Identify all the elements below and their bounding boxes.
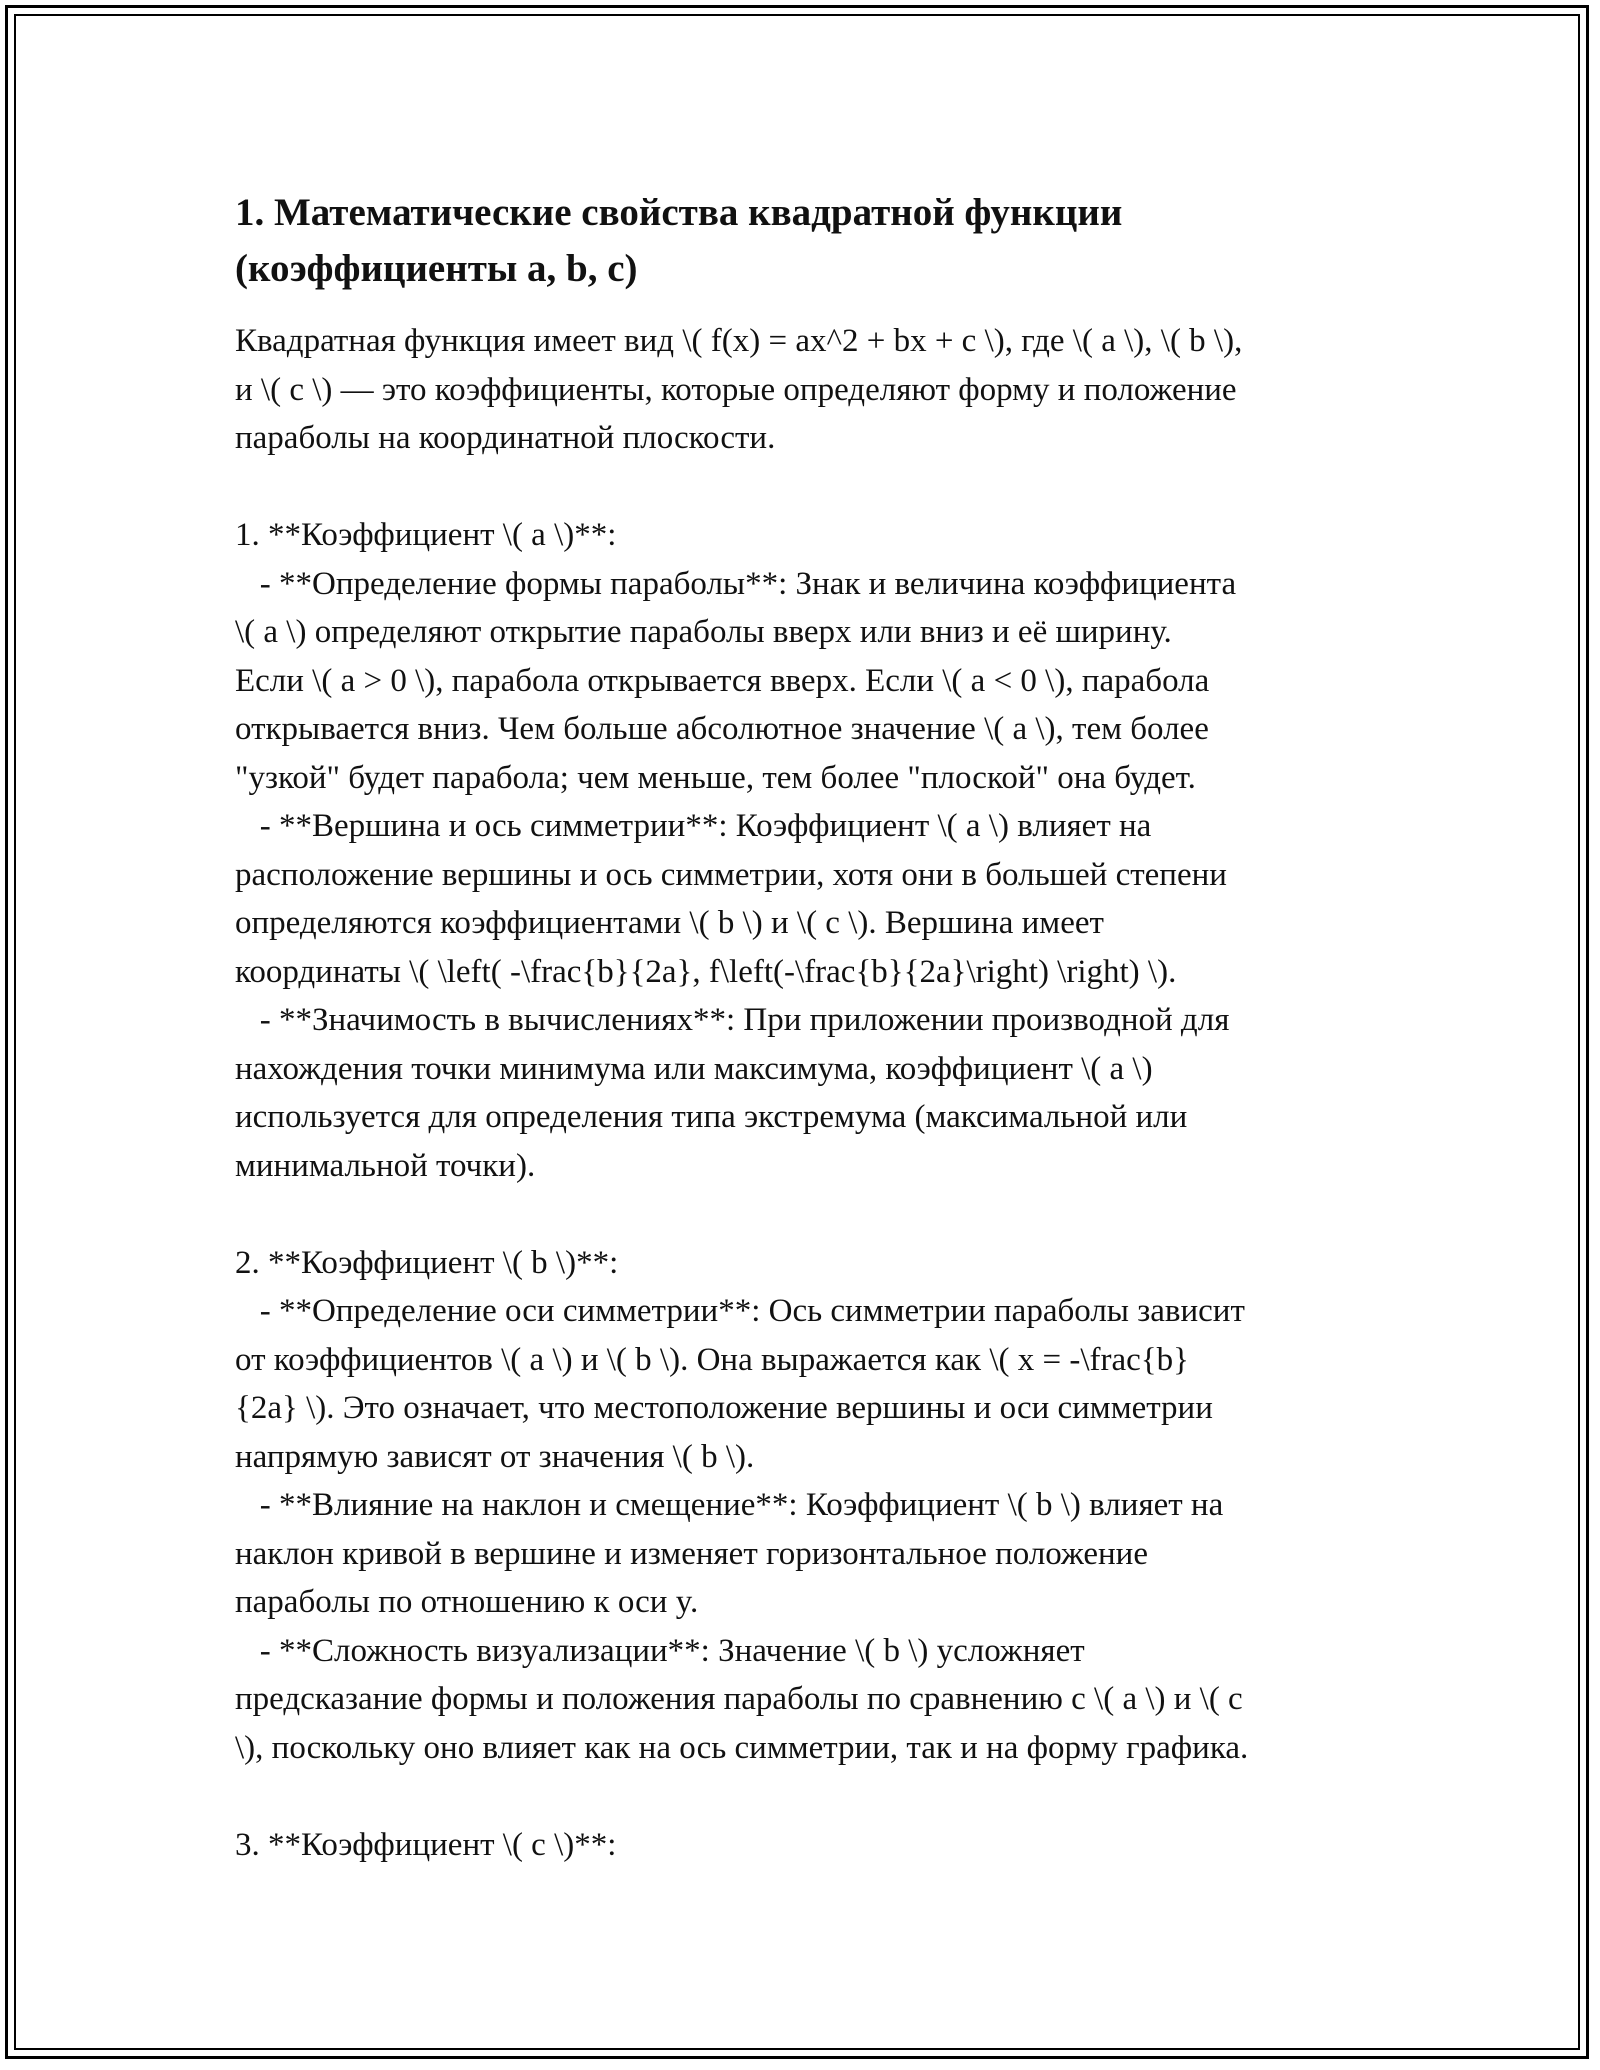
- text-line: - **Сложность визуализации**: Значение \( b \) усложняет: [235, 1632, 1085, 1669]
- text-line: наклон кривой в вершине и изменяет горизонтальное положение: [235, 1535, 1148, 1572]
- text-line: и \( c \) — это коэффициенты, которые определяют форму и положение: [235, 371, 1237, 408]
- text-line: - **Определение формы параболы**: Знак и величина коэффициента: [235, 565, 1237, 602]
- text-line: - **Влияние на наклон и смещение**: Коэффициент \( b \) влияет на: [235, 1487, 1224, 1523]
- text-line: координаты \( \left( -\frac{b}{2a}, f\left(-\frac{b}{2a}\right) \right) \).: [235, 953, 1177, 990]
- text-line: Квадратная функция имеет вид \( f(x) = ax^2 + bx + c \), где \( a \), \( b \),: [235, 323, 1243, 359]
- blank-line: [235, 1772, 1385, 1821]
- blank-line: [235, 463, 1385, 512]
- text-line: \), поскольку оно влияет как на ось симметрии, так и на форму графика.: [235, 1729, 1249, 1766]
- section-heading: [235, 185, 1385, 297]
- text-line: - **Значимость в вычислениях**: При приложении производной для: [235, 1002, 1230, 1038]
- blank-line: [235, 1190, 1385, 1239]
- heading-line: (коэффициенты a, b, c): [235, 247, 638, 290]
- text-line: расположение вершины и ось симметрии, хотя они в большей степени: [235, 856, 1227, 893]
- text-line: минимальной точки).: [235, 1147, 536, 1184]
- text-line: используется для определения типа экстремума (максимальной или: [235, 1099, 1188, 1135]
- coefficient-b-section: [235, 1239, 1385, 1773]
- text-line: напрямую зависят от значения \( b \).: [235, 1438, 755, 1475]
- text-line: \( a \) определяют открытие параболы вверх или вниз и её ширину.: [235, 614, 1172, 650]
- list-item-title: 2. **Коэффициент \( b \)**:: [235, 1244, 619, 1281]
- text-line: - **Определение оси симметрии**: Ось симметрии параболы зависит: [235, 1293, 1245, 1329]
- text-line: Если \( a > 0 \), парабола открывается вверх. Если \( a < 0 \), парабола: [235, 662, 1210, 699]
- text-line: предсказание формы и положения параболы по сравнению с \( a \) и \( c: [235, 1681, 1243, 1717]
- document-page: [235, 185, 1385, 1869]
- text-line: от коэффициентов \( a \) и \( b \). Она выражается как \( x = -\frac{b}: [235, 1341, 1189, 1378]
- text-line: {2a} \). Это означает, что местоположение вершины и оси симметрии: [235, 1390, 1213, 1426]
- intro-paragraph: [235, 317, 1385, 463]
- text-line: "узкой" будет парабола; чем меньше, тем более "плоской" она будет.: [235, 759, 1196, 796]
- text-line: определяются коэффициентами \( b \) и \( c \). Вершина имеет: [235, 905, 1104, 941]
- text-line: параболы на координатной плоскости.: [235, 420, 776, 456]
- coefficient-a-section: [235, 511, 1385, 1190]
- heading-line: 1. Математические свойства квадратной функции: [235, 191, 1123, 234]
- list-item-title: 3. **Коэффициент \( c \)**:: [235, 1826, 617, 1863]
- text-line: открывается вниз. Чем больше абсолютное значение \( a \), тем более: [235, 711, 1209, 747]
- list-item-title: 1. **Коэффициент \( a \)**:: [235, 517, 617, 553]
- text-line: параболы по отношению к оси y.: [235, 1584, 699, 1620]
- coefficient-c-section: [235, 1821, 1385, 1870]
- text-line: - **Вершина и ось симметрии**: Коэффициент \( a \) влияет на: [235, 808, 1152, 844]
- text-line: нахождения точки минимума или максимума, коэффициент \( a \): [235, 1050, 1153, 1087]
